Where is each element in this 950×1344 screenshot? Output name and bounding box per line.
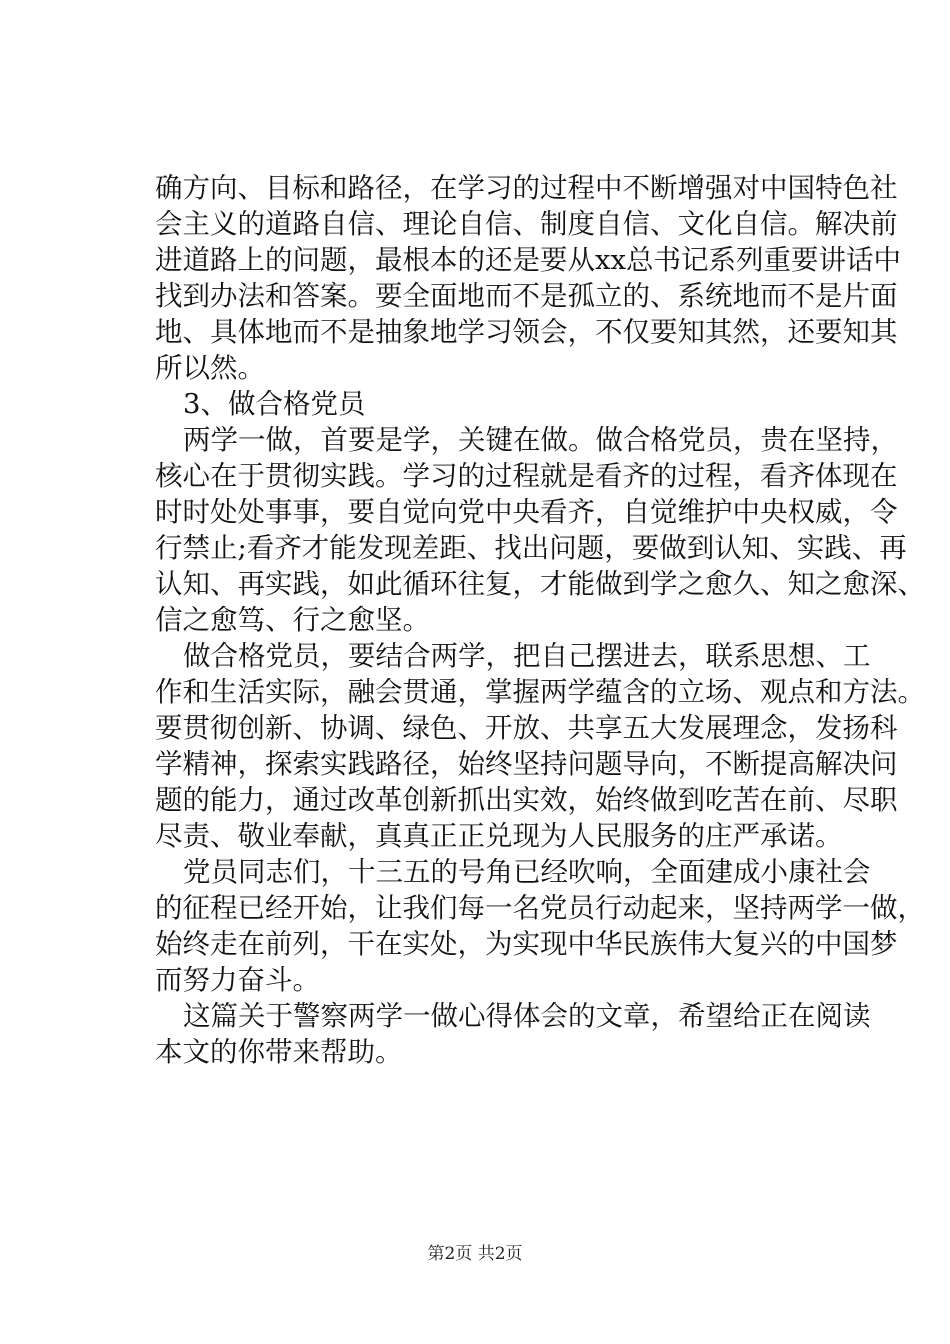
text-line: 时时处处事事，要自觉向党中央看齐，自觉维护中央权威，令 bbox=[155, 496, 898, 528]
text-line: 找到办法和答案。要全面地而不是孤立的、系统地而不是片面 bbox=[155, 280, 898, 312]
text-line: 行禁止;看齐才能发现差距、找出问题，要做到认知、实践、再 bbox=[155, 532, 907, 564]
text-line: 要贯彻创新、协调、绿色、开放、共享五大发展理念，发扬科 bbox=[155, 712, 898, 744]
text-line: 进道路上的问题，最根本的还是要从xx总书记系列重要讲话中 bbox=[155, 244, 902, 276]
text-line: 地、具体地而不是抽象地学习领会，不仅要知其然，还要知其 bbox=[155, 316, 898, 348]
paragraph-start: 这篇关于警察两学一做心得体会的文章，希望给正在阅读 bbox=[183, 1000, 871, 1032]
page-number-footer: 第2页 共2页 bbox=[427, 1244, 523, 1264]
text-line: 确方向、目标和路径，在学习的过程中不断增强对中国特色社 bbox=[155, 172, 898, 204]
text-line: 本文的你带来帮助。 bbox=[155, 1036, 403, 1068]
text-line: 会主义的道路自信、理论自信、制度自信、文化自信。解决前 bbox=[155, 208, 898, 240]
section-heading: 3、做合格党员 bbox=[183, 388, 366, 420]
text-line: 题的能力，通过改革创新抓出实效，始终做到吃苦在前、尽职 bbox=[155, 784, 898, 816]
paragraph-start: 做合格党员，要结合两学，把自己摆进去，联系思想、工 bbox=[183, 640, 871, 672]
paragraph-start: 党员同志们，十三五的号角已经吹响，全面建成小康社会 bbox=[183, 856, 871, 888]
text-line: 尽责、敬业奉献，真真正正兑现为人民服务的庄严承诺。 bbox=[155, 820, 843, 852]
text-line: 所以然。 bbox=[155, 352, 265, 384]
text-line: 作和生活实际，融会贯通，掌握两学蕴含的立场、观点和方法。 bbox=[155, 676, 925, 708]
text-line: 始终走在前列，干在实处，为实现中华民族伟大复兴的中国梦 bbox=[155, 928, 898, 960]
text-line: 信之愈笃、行之愈坚。 bbox=[155, 604, 430, 636]
text-line: 核心在于贯彻实践。学习的过程就是看齐的过程，看齐体现在 bbox=[155, 460, 898, 492]
text-line: 而努力奋斗。 bbox=[155, 964, 320, 996]
text-line: 认知、再实践，如此循环往复，才能做到学之愈久、知之愈深、 bbox=[155, 568, 925, 600]
text-line: 学精神，探索实践路径，始终坚持问题导向，不断提高解决问 bbox=[155, 748, 898, 780]
text-line: 的征程已经开始，让我们每一名党员行动起来，坚持两学一做， bbox=[155, 892, 925, 924]
body-text bbox=[155, 170, 925, 1070]
paragraph-start: 两学一做，首要是学，关键在做。做合格党员，贵在坚持， bbox=[183, 424, 898, 456]
